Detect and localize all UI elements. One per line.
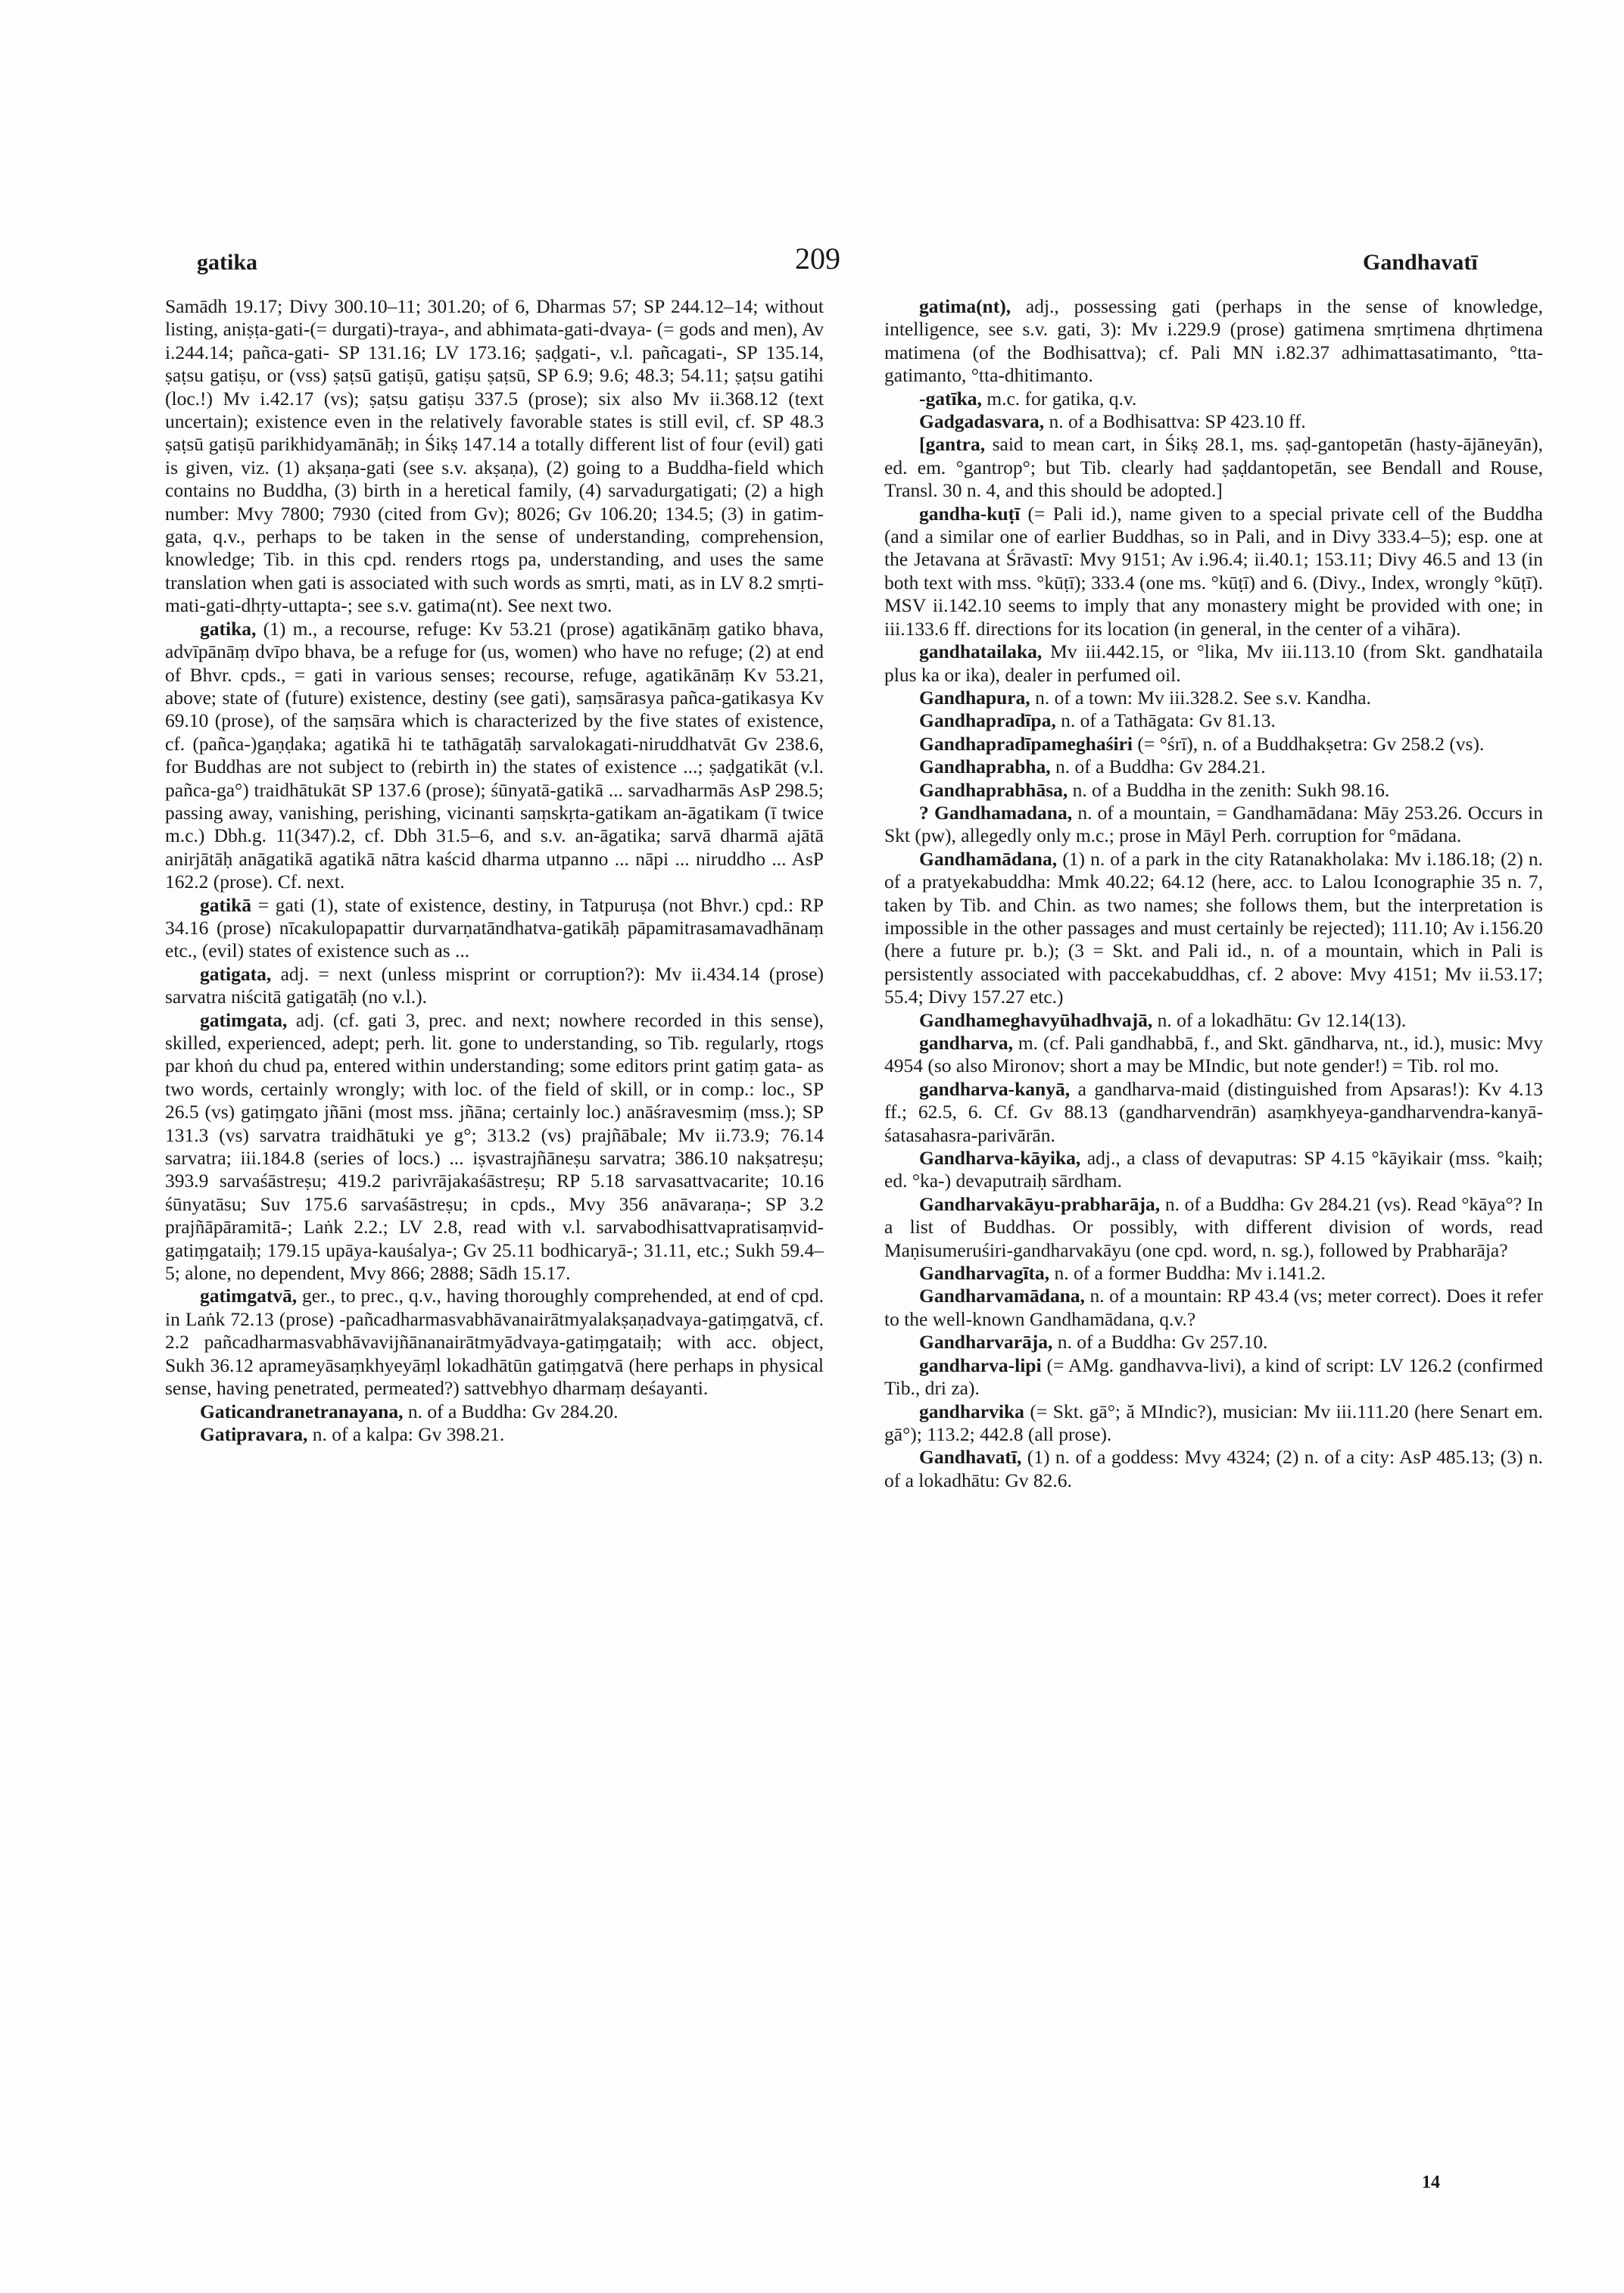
entry-headword: [gantra, [919, 433, 986, 456]
entry-headword: gatigata, [200, 962, 272, 985]
entry-headword: Gadgadasvara, [919, 410, 1045, 433]
dictionary-entry [884, 733, 1543, 756]
dictionary-entry [884, 503, 1543, 640]
entry-text: m.c. for gatika, q.v. [987, 387, 1137, 410]
dictionary-entry [165, 1285, 824, 1400]
entry-text: said to mean cart, in Śikṣ 28.1, ms. ṣaḍ-gantopetān (hasty-ājāneyān), ed. em. °gantrop°; but Tib. clearly had ṣaḍdantopetān, see Bendall and Rouse, Transl. 30 n. 4, and this should be adopted.] [884, 433, 1543, 502]
dictionary-entry [884, 1147, 1543, 1193]
dictionary-entry [165, 295, 824, 618]
entry-headword: Gandharvakāyu-prabharāja, [919, 1192, 1161, 1215]
right-column [884, 295, 1543, 1492]
dictionary-entry [884, 1446, 1543, 1492]
dictionary-entry [884, 1262, 1543, 1285]
entry-text: adj. (cf. gati 3, prec. and next; nowhere recorded in this sense), skilled, experienced, adept; perh. lit. gone to understanding, so Tib. regularly, rtogs par khoṅ du chud pa, entered within understanding; some editors print gatiṃ gata- as two words, certainly wrongly; with loc. of the field of skill, or in comp.: loc., SP 26.5 (vs) gatiṃgato jñāni (most mss. jñāna; certainly loc.) anāśravesmiṃ (mss.); SP 131.3 (vs) sarvatra traidhātuki ye g°; 313.2 (vs) prajñābale; Mv ii.73.9; 76.14 sarvatra; iii.184.8 (series of locs.) ... iṣvastrajñāneṣu sarvatra; 386.10 nakṣatreṣu; 393.9 sarvaśāstreṣu; 419.2 parivrājakaśāstreṣu; RP 5.18 sarvasattvacarite; 10.16 śūnyatāsu; Suv 175.6 sarvaśāstreṣu; in cpds., Mvy 356 anāvaraṇa-; SP 3.2 prajñāpāramitā-; Laṅk 2.2.; LV 2.8, read with v.l. sarvabodhisattvapratisaṃvid-gatiṃgataiḥ; 179.15 upāya-kauśalya-; Gv 25.11 bodhicaryā-; 31.11, etc.; Sukh 59.4–5; alone, no dependent, Mvy 866; 2888; Sādh 15.17. [165, 1008, 824, 1285]
left-column [165, 295, 824, 1446]
dictionary-entry [884, 1009, 1543, 1032]
entry-text: (= Pali id.), name given to a special private cell of the Buddha (and a similar one of earlier Buddhas, so in Pali, and in Divy 333.4–5); esp. one at the Jetavana at Śrāvastī: Mvy 9151; Av i.96.4; ii.40.1; 153.11; Divy 46.5 and 13 (in both text with mss. °kūṭī); 333.4 (one ms. °kūṭī) and 6. (Divy., Index, wrongly °kūṭī). MSV ii.142.10 seems to imply that any monastery might be provided with one; in iii.133.6 ff. directions for its location (in general, in the center of a vihāra). [884, 502, 1543, 640]
entry-headword: gandharva, [919, 1032, 1013, 1054]
entry-text: n. of a Buddha: Gv 284.21 (vs). Read °kāya°? In a list of Buddhas. Or possibly, with different division of words, read Maṇisumeruśiri-gandharvakāyu (one cpd. word, n. sg.), followed by Prabharāja? [884, 1192, 1544, 1261]
dictionary-entry [884, 1032, 1543, 1078]
dictionary-entry [884, 1354, 1543, 1400]
entry-text: n. of a Buddha: Gv 257.10. [1057, 1331, 1268, 1354]
signature-mark: 14 [1422, 2173, 1440, 2192]
entry-text: n. of a lokadhātu: Gv 12.14(13). [1157, 1008, 1407, 1031]
entry-text: (1) m., a recourse, refuge: Kv 53.21 (prose) agatikānāṃ gatiko bhava, advīpānāṃ dvīpo bhava, be a refuge for (us, women) who have no refuge; (2) at end of Bhvr. cpds., = gati in various senses; recourse, refuge, agatikānāṃ Kv 53.21, above; state of (future) existence, destiny (see gati), saṃsārasya pañca-gatikasya Kv 69.10 (prose), of the saṃsāra which is characterized by the five states of existence, cf. (pañca-)gaṇḍaka; agatikā hi te tathāgatāḥ sarvalokagati-niruddhatvāt Gv 238.6, for Buddhas are not subject to (rebirth in) the states of existence ...; ṣaḍgatikāt (v.l. pañca-ga°) traidhātukāt SP 137.6 (prose); śūnyatā-gatikā ... sarvadharmās AsP 298.5; passing away, vanishing, perishing, vicinanti saṃskṛta-gatikam an-āgatikam (ī twice m.c.) Dbh.g. 11(347).2, cf. Dbh 31.5–6, and s.v. an-āgatika; sarvā dharmā ajātā anirjātāḥ anāgatikā agatikā nātra kaścid dharma utpanno ... nāpi ... niruddho ... AsP 162.2 (prose). Cf. next. [165, 617, 824, 893]
dictionary-entry [884, 1078, 1543, 1147]
dictionary-entry [884, 756, 1543, 778]
entry-text: n. of a Tathāgata: Gv 81.13. [1061, 709, 1276, 732]
entry-text: n. of a Buddha: Gv 284.20. [407, 1400, 619, 1422]
entry-headword: Gaticandranetranayana, [200, 1400, 404, 1422]
entry-headword: gandharva-kanyā, [919, 1077, 1071, 1100]
entry-text: (= °śrī), n. of a Buddhakṣetra: Gv 258.2 (vs). [1137, 732, 1485, 755]
entry-headword: Gandharva-kāyika, [919, 1147, 1081, 1170]
entry-text: adj., possessing gati (perhaps in the sense of knowledge, intelligence, see s.v. gati, 3): Mv i.229.9 (prose) gatimena smṛtimena dhṛtimena matimena (of the Bodhisattva); cf. Pali MN i.82.37 adhimattasatimanto, °tta-gatimanto, °tta-dhitimanto. [884, 295, 1543, 387]
entry-text: n. of a Buddha: Gv 284.21. [1055, 756, 1266, 778]
entry-headword: gatika, [200, 617, 257, 640]
entry-text: n. of a mountain: RP 43.4 (vs; meter correct). Does it refer to the well-known Gandhamādana, q.v.? [884, 1285, 1543, 1330]
page-number: 209 [795, 241, 840, 276]
entry-headword: Gandhaprabha, [919, 756, 1051, 778]
entry-headword: gatikā [200, 893, 252, 916]
dictionary-entry [884, 388, 1543, 410]
dictionary-entry [884, 687, 1543, 709]
dictionary-entry [884, 709, 1543, 732]
entry-headword: Gandharvamādana, [919, 1285, 1085, 1307]
entry-text: n. of a Buddha in the zenith: Sukh 98.16. [1072, 778, 1390, 801]
running-head-right: Gandhavatī [1363, 250, 1478, 275]
entry-text: ger., to prec., q.v., having thoroughly comprehended, at end of cpd. in Laṅk 72.13 (prose) -pañcadharmasvabhāvanairātmyalakṣaṇadvaya-gatiṃgatvā, cf. 2.2 pañcadharmasvabhāvavijñānanairātmyādvaya-gatiṃgataiḥ; with acc. object, Sukh 36.12 aprameyāsaṃkhyeyāṃl lokadhātūn gatiṃgatvā (here perhaps in physical sense, having penetrated, permeated?) sattvebhyo dharmaṃ deśayanti. [165, 1285, 824, 1400]
entry-headword: Gandhapura, [919, 686, 1030, 709]
entry-headword: Gandhavatī, [919, 1446, 1022, 1469]
dictionary-entry [884, 1193, 1543, 1262]
dictionary-entry [884, 802, 1543, 848]
entry-text: (1) n. of a park in the city Ratanakholaka: Mv i.186.18; (2) n. of a pratyekabuddha: Mmk 40.22; 64.12 (here, acc. to Lalou Iconographie 35 n. 7, taken by Tib. and Chin. as two names; she follows them, but the interpretation is impossible in the other passages and must certainly be rejected); 111.10; Av i.156.20 (here a future pr. b.); (3 = Skt. and Pali id., n. of a mountain, which in Pali is persistently associated with paccekabuddhas, cf. 2 above: Mvy 4151; Mv ii.53.17; 55.4; Divy 157.27 etc.) [884, 847, 1543, 1008]
entry-text: n. of a kalpa: Gv 398.21. [312, 1422, 505, 1445]
entry-headword: gatimgata, [200, 1008, 288, 1031]
entry-text: n. of a former Buddha: Mv i.141.2. [1054, 1262, 1326, 1285]
entry-headword: Gandhamādana, [919, 847, 1058, 870]
entry-text: = gati (1), state of existence, destiny, in Tatpuruṣa (not Bhvr.) cpd.: RP 34.16 (prose) nīcakulopapattir durvarṇatāndhatva-gatikāḥ pāpamitrasamavadhānaṃ etc., (evil) states of existence such as ... [165, 893, 824, 962]
entry-text: adj. = next (unless misprint or corruption?): Mv ii.434.14 (prose) sarvatra niścitā gatigatāḥ (no v.l.). [165, 962, 824, 1008]
dictionary-entry [165, 618, 824, 894]
dictionary-entry [884, 1400, 1543, 1447]
dictionary-entry [884, 1331, 1543, 1354]
entry-headword: -gatīka, [919, 387, 982, 410]
entry-text: adj., a class of devaputras: SP 4.15 °kāyikair (mss. °kaiḥ; ed. °ka-) devaputraiḥ sārdham. [884, 1147, 1544, 1192]
entry-headword: gatima(nt), [919, 295, 1011, 317]
entry-headword: Gandhameghavyūhadhvajā, [919, 1008, 1153, 1031]
entry-headword: gandhatailaka, [919, 640, 1043, 663]
dictionary-entry [884, 848, 1543, 1009]
dictionary-entry [165, 963, 824, 1009]
entry-text: (1) n. of a goddess: Mvy 4324; (2) n. of a city: AsP 485.13; (3) n. of a lokadhātu: Gv 82.6. [884, 1446, 1543, 1491]
dictionary-entry [165, 1423, 824, 1446]
entry-headword: Gandharvagīta, [919, 1262, 1050, 1285]
dictionary-entry [884, 433, 1543, 502]
entry-headword: Gandharvarāja, [919, 1331, 1053, 1354]
dictionary-entry [884, 640, 1543, 687]
dictionary-entry [884, 295, 1543, 388]
entry-headword: gandha-kuṭī [919, 502, 1021, 525]
entry-headword: Gandhaprabhāsa, [919, 778, 1068, 801]
entry-headword: gandharva-lipi [919, 1354, 1042, 1376]
entry-text: Mv iii.442.15, or °lika, Mv iii.113.10 (from Skt. gandhataila plus ka or ika), dealer in perfumed oil. [884, 640, 1543, 686]
entry-headword: Gandhapradīpa, [919, 709, 1056, 732]
entry-headword: ? Gandhamadana, [919, 801, 1073, 824]
entry-headword: Gatipravara, [200, 1422, 308, 1445]
dictionary-entry [165, 894, 824, 963]
running-head-left: gatika [197, 250, 258, 275]
entry-text: a gandharva-maid (distinguished from Apsaras!): Kv 4.13 ff.; 62.5, 6. Cf. Gv 88.13 (gandharvendrān) asaṃkhyeya-gandharvendra-kanyā-śatasahasra-parivārān. [884, 1077, 1543, 1146]
entry-text: n. of a mountain, = Gandhamādana: Māy 253.26. Occurs in Skt (pw), allegedly only m.c.; prose in Māyl Perh. corruption for °mādana. [884, 801, 1544, 847]
dictionary-entry [884, 779, 1543, 802]
entry-text: Samādh 19.17; Divy 300.10–11; 301.20; of 6, Dharmas 57; SP 244.12–14; without listing, aniṣṭa-gati-(= durgati)-traya-, and abhimata-gati-dvaya- (= gods and men), Av i.244.14; pañca-gati- SP 131.16; LV 173.16; ṣaḍgati-, v.l. pañcagati-, SP 135.14, ṣaṭsu gatiṣu, or (vss) ṣaṭsū gatiṣū, gatiṣu ṣaṭsū, SP 6.9; 9.6; 48.3; 54.11; ṣaṭsu gatihi (loc.!) Mv i.42.17 (vs); ṣaṭsu gatiṣu 337.5 (prose); six also Mv ii.368.12 (text uncertain); existence even in the relatively favorable states is still evil, cf. SP 48.3 ṣaṭsū gatiṣū parikhidyamānāḥ; in Śikṣ 147.14 a totally different list of four (evil) gati is given, viz. (1) akṣaṇa-gati (see s.v. akṣaṇa), (2) going to a Buddha-field which contains no Buddha, (3) birth in a heretical family, (4) sarvadurgatigati; (2) a high number: Mvy 7800; 7930 (cited from Gv); 8026; Gv 106.20; 134.5; (3) in gatim-gata, q.v., perhaps to be taken in the sense of understanding, comprehension, knowledge; Tib. in this cpd. renders rtogs pa, understanding, and uses the same translation when gati is associated with such words as smṛti, mati, as in LV 8.2 smṛti-mati-gati-dhṛty-uttapta-; see s.v. gatima(nt). See next two. [165, 295, 824, 617]
dictionary-entry [884, 1285, 1543, 1331]
dictionary-entry [884, 410, 1543, 433]
entry-headword: gandharvika [919, 1400, 1024, 1422]
dictionary-entry [165, 1009, 824, 1285]
entry-text: (= AMg. gandhavva-livi), a kind of script: LV 126.2 (confirmed Tib., dri za). [884, 1354, 1543, 1400]
entry-headword: Gandhapradīpameghaśiri [919, 732, 1133, 755]
entry-headword: gatimgatvā, [200, 1285, 298, 1307]
entry-text: n. of a Bodhisattva: SP 423.10 ff. [1049, 410, 1306, 433]
entry-text: (= Skt. gā°; ă MIndic?), musician: Mv iii.111.20 (here Senart em. gā°); 113.2; 442.8 (all prose). [884, 1400, 1543, 1445]
entry-text: n. of a town: Mv iii.328.2. See s.v. Kandha. [1035, 686, 1371, 709]
entry-text: m. (cf. Pali gandhabbā, f., and Skt. gāndharva, nt., id.), music: Mvy 4954 (so also Mironov; short a may be MIndic, but note gender!) = Tib. rol mo. [884, 1032, 1543, 1077]
dictionary-entry [165, 1400, 824, 1423]
